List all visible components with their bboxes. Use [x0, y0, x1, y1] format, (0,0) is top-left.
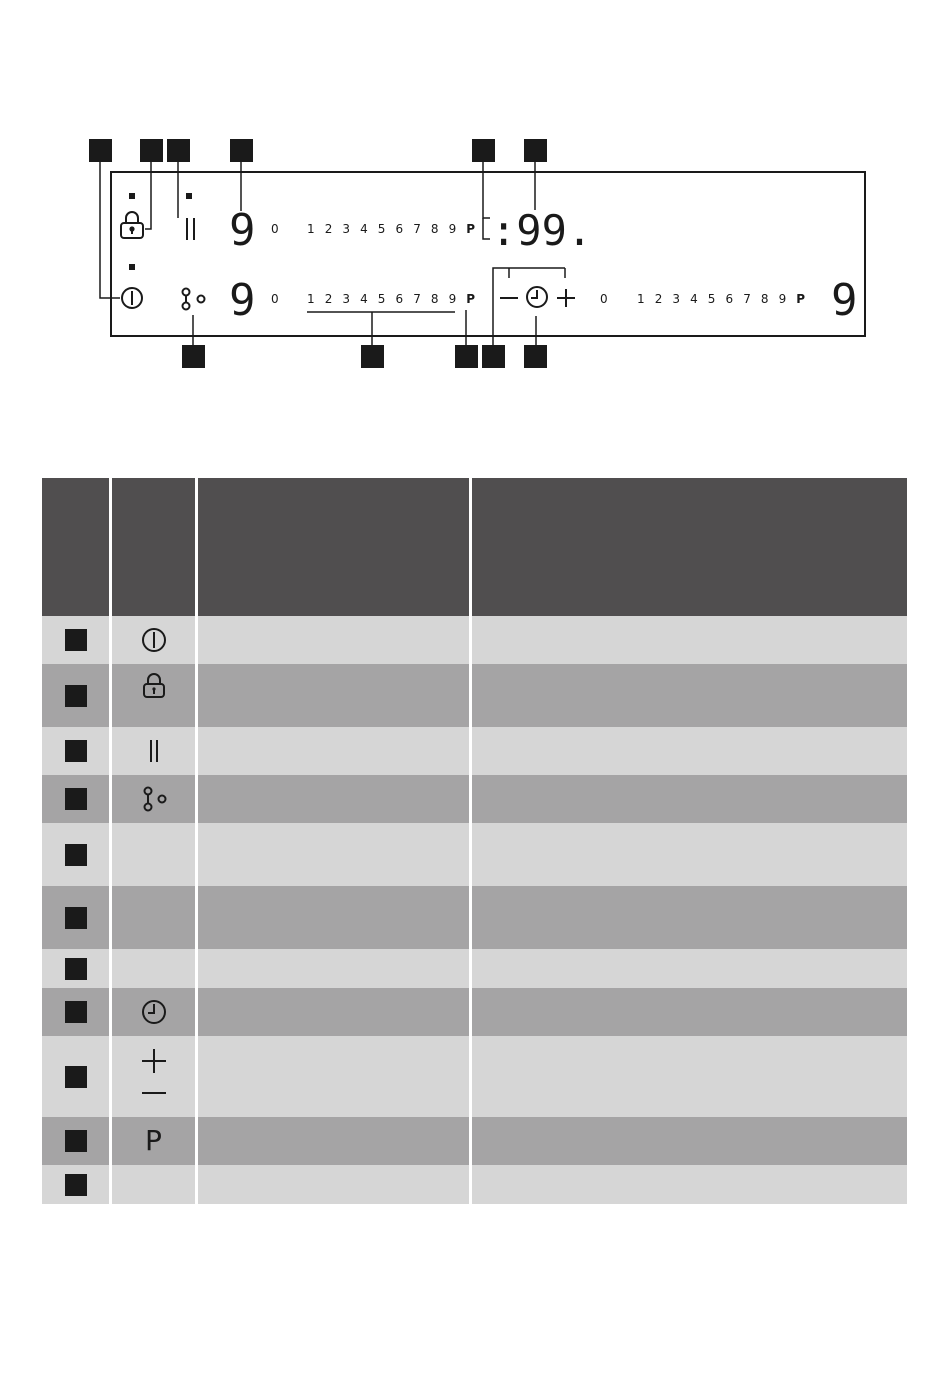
- table-row: [42, 775, 907, 823]
- icon-cell: [112, 1165, 198, 1204]
- callout-marker: [482, 345, 505, 368]
- table-row: [42, 886, 907, 949]
- indicator-dot: [129, 264, 135, 270]
- header-cell: [42, 478, 112, 616]
- description-cell: [472, 949, 907, 988]
- indicator-dot: [186, 193, 192, 199]
- callout-marker: [167, 139, 190, 162]
- table-header: [42, 478, 907, 616]
- table-row: [42, 727, 907, 775]
- table-row: [42, 616, 907, 664]
- plus-minus-icon: [139, 1047, 169, 1107]
- row-marker: [65, 1066, 87, 1088]
- power-level-8[interactable]: 8: [430, 222, 439, 236]
- power-level-5[interactable]: 5: [707, 292, 716, 306]
- row-marker: [65, 629, 87, 651]
- power-scale-right: [637, 292, 805, 306]
- power-level-7[interactable]: 7: [743, 292, 751, 306]
- row-marker: [65, 1174, 87, 1196]
- description-cell: [472, 1165, 907, 1204]
- on-off-icon: [139, 625, 169, 655]
- control-panel-diagram: [0, 0, 950, 400]
- table-row: [42, 1117, 907, 1165]
- zone-display-right: 9: [831, 275, 858, 326]
- function-cell: [198, 727, 472, 775]
- row-marker: [65, 907, 87, 929]
- on-off-icon[interactable]: [122, 288, 142, 308]
- callout-marker: [361, 345, 384, 368]
- callout-marker: [89, 139, 112, 162]
- row-marker: [65, 685, 87, 707]
- header-cell: [198, 478, 472, 616]
- power-level-9[interactable]: 9: [448, 222, 457, 236]
- description-cell: [472, 823, 907, 886]
- function-cell: [198, 1036, 472, 1117]
- row-marker: [65, 1130, 87, 1152]
- description-cell: [472, 988, 907, 1036]
- function-cell: [198, 1117, 472, 1165]
- power-scale-top: [307, 222, 475, 236]
- function-cell: [198, 616, 472, 664]
- header-cell: [472, 478, 907, 616]
- icon-cell: [112, 949, 198, 988]
- power-level-1[interactable]: 1: [637, 292, 645, 306]
- power-scale-bottom: [307, 292, 475, 306]
- power-level-1[interactable]: 1: [307, 222, 315, 236]
- description-cell: [472, 664, 907, 727]
- control-panel-svg: [0, 0, 950, 400]
- row-marker: [65, 1001, 87, 1023]
- pause-icon: [144, 737, 164, 765]
- callout-marker: [524, 345, 547, 368]
- icon-cell: [112, 823, 198, 886]
- description-cell: [472, 1036, 907, 1117]
- power-level-8[interactable]: 8: [760, 292, 769, 306]
- panel-outline: [111, 172, 865, 336]
- table-row: [42, 1036, 907, 1117]
- lock-icon: [140, 672, 168, 700]
- function-cell: [198, 664, 472, 727]
- description-cell: [472, 727, 907, 775]
- function-cell: [198, 775, 472, 823]
- zone-display-top: 9: [229, 205, 256, 256]
- timer-icon: [139, 997, 169, 1027]
- power-level-4[interactable]: 4: [690, 292, 698, 306]
- power-level-5[interactable]: 5: [377, 292, 386, 306]
- power-booster-button[interactable]: P: [796, 292, 806, 306]
- callout-marker: [472, 139, 495, 162]
- scale-zero[interactable]: 0: [600, 292, 608, 306]
- power-booster-button[interactable]: P: [466, 222, 476, 236]
- power-level-6[interactable]: 6: [725, 292, 734, 306]
- power-level-7[interactable]: 7: [413, 292, 421, 306]
- table-row: [42, 664, 907, 727]
- table-row: [42, 949, 907, 988]
- description-cell: [472, 886, 907, 949]
- function-cell: [198, 988, 472, 1036]
- power-level-2[interactable]: 2: [324, 292, 333, 306]
- power-booster-button[interactable]: P: [466, 292, 476, 306]
- function-cell: [198, 823, 472, 886]
- row-marker: [65, 844, 87, 866]
- lock-icon[interactable]: [121, 212, 143, 238]
- callout-marker: [140, 139, 163, 162]
- callout-marker: [455, 345, 478, 368]
- power-level-4[interactable]: 4: [360, 222, 368, 236]
- table-row: [42, 823, 907, 886]
- icon-cell: [112, 886, 198, 949]
- function-cell: [198, 886, 472, 949]
- function-cell: [198, 949, 472, 988]
- power-level-7[interactable]: 7: [413, 222, 421, 236]
- header-cell: [112, 478, 198, 616]
- indicator-dot: [129, 193, 135, 199]
- scale-zero[interactable]: 0: [271, 222, 279, 236]
- power-level-8[interactable]: 8: [430, 292, 439, 306]
- power-level-5[interactable]: 5: [377, 222, 386, 236]
- callout-marker: [524, 139, 547, 162]
- power-level-6[interactable]: 6: [395, 292, 404, 306]
- description-cell: [472, 775, 907, 823]
- function-cell: [198, 1165, 472, 1204]
- description-cell: [472, 1117, 907, 1165]
- scale-zero[interactable]: 0: [271, 292, 279, 306]
- description-cell: [472, 616, 907, 664]
- bridge-icon: [139, 784, 169, 814]
- power-level-1[interactable]: 1: [307, 292, 315, 306]
- power-level-2[interactable]: 2: [654, 292, 663, 306]
- callout-marker: [182, 345, 205, 368]
- power-level-6[interactable]: 6: [395, 222, 404, 236]
- power-level-2[interactable]: 2: [324, 222, 333, 236]
- row-marker: [65, 740, 87, 762]
- power-level-9[interactable]: 9: [448, 292, 457, 306]
- power-level-3[interactable]: 3: [672, 292, 681, 306]
- bridge-icon[interactable]: [183, 289, 205, 310]
- power-booster-icon: P: [145, 1124, 162, 1157]
- plus-icon[interactable]: [557, 289, 575, 307]
- power-level-3[interactable]: 3: [342, 222, 351, 236]
- callout-marker: [230, 139, 253, 162]
- table-row: [42, 1165, 907, 1204]
- controls-table: [42, 478, 907, 1204]
- timer-icon[interactable]: [527, 287, 547, 307]
- timer-display: :99.: [491, 206, 593, 255]
- table-row: [42, 988, 907, 1036]
- power-level-9[interactable]: 9: [778, 292, 787, 306]
- row-marker: [65, 958, 87, 980]
- zone-display-bottom: 9: [229, 275, 256, 326]
- power-level-3[interactable]: 3: [342, 292, 351, 306]
- power-level-4[interactable]: 4: [360, 292, 368, 306]
- row-marker: [65, 788, 87, 810]
- pause-icon[interactable]: [187, 218, 194, 240]
